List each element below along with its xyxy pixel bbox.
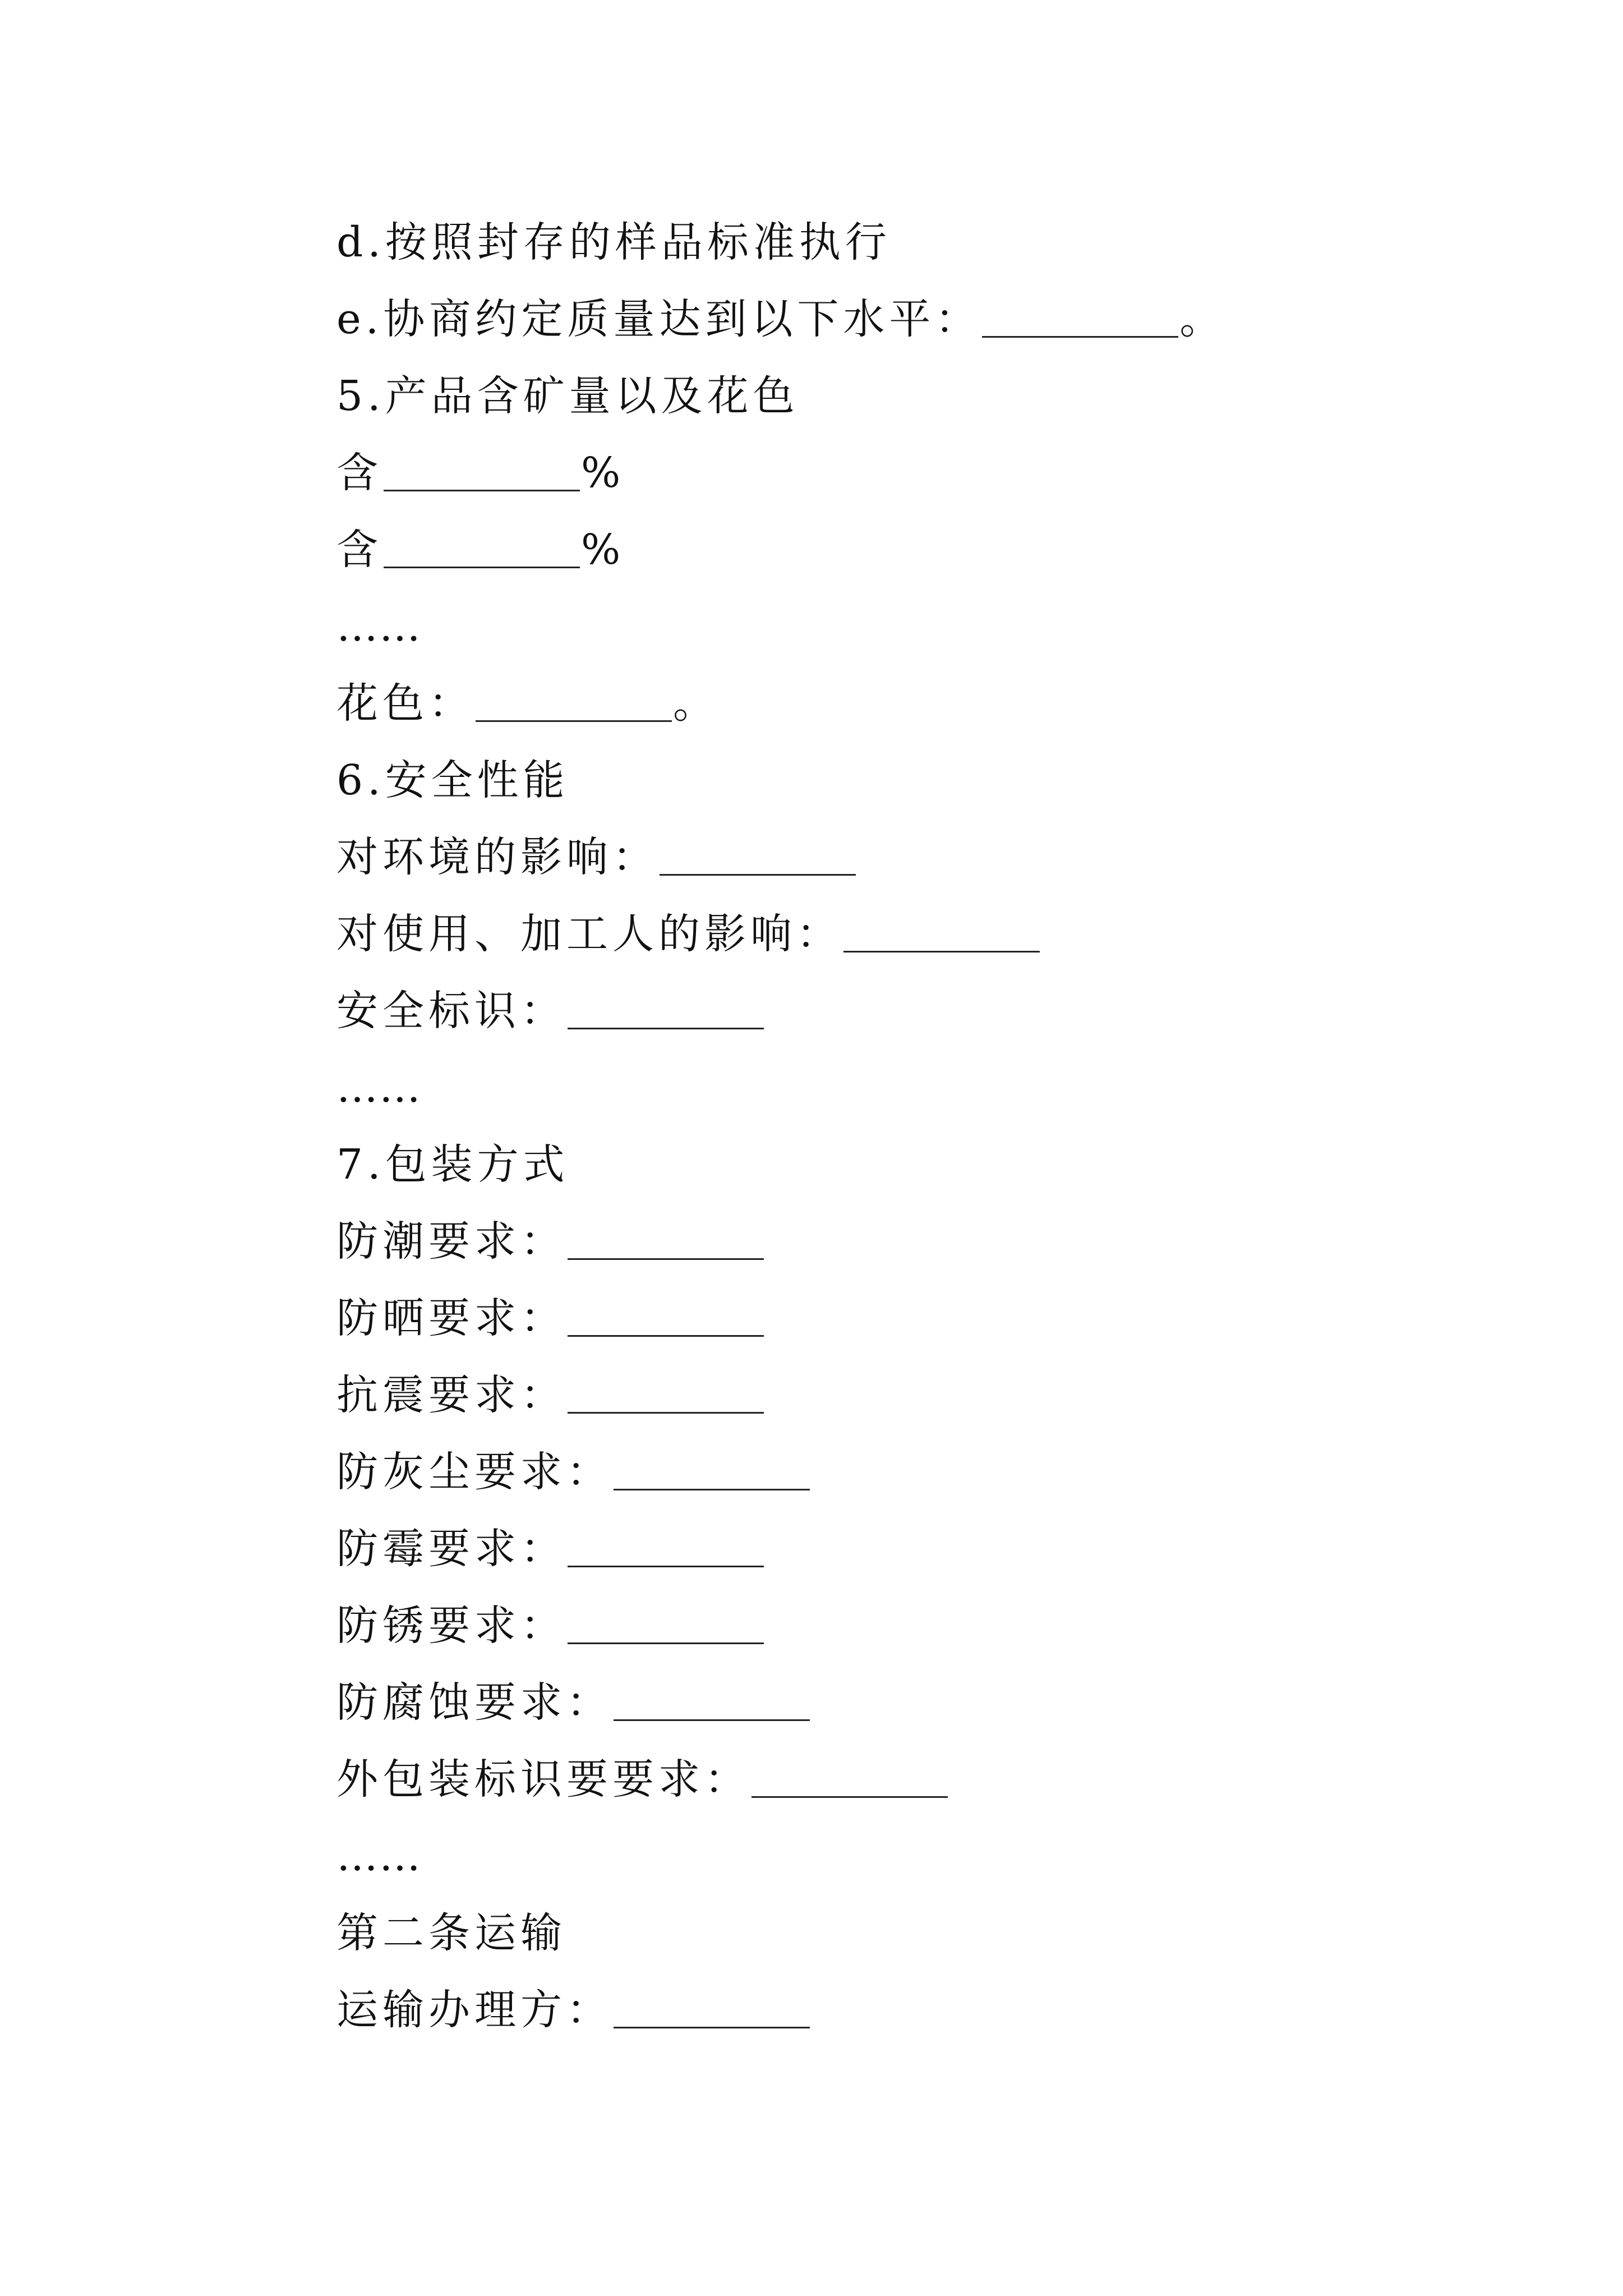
fill-in-blank[interactable] xyxy=(614,1981,810,2028)
line-suffix: % xyxy=(581,449,625,497)
line-text: 7.包装方式 xyxy=(336,1140,569,1189)
line-label: 抗震要求： xyxy=(336,1371,566,1419)
line-suffix: % xyxy=(581,526,625,574)
line-label: e.协商约定质量达到以下水平： xyxy=(336,295,981,343)
line-suffix: 。 xyxy=(1179,295,1226,343)
line-label: 运输办理方： xyxy=(336,1986,612,2034)
line-label: 含 xyxy=(336,449,382,497)
fill-in-line xyxy=(336,828,1458,905)
line-label: 防腐蚀要求： xyxy=(336,1678,612,1727)
fill-in-blank[interactable] xyxy=(843,905,1040,953)
section-heading xyxy=(336,367,1458,444)
fill-in-blank[interactable] xyxy=(568,1289,764,1337)
ellipsis: …… xyxy=(336,602,422,651)
line-label: 防晒要求： xyxy=(336,1294,566,1342)
text-line xyxy=(336,213,1458,290)
line-label: 安全标识： xyxy=(336,987,566,1035)
line-text: 5.产品含矿量以及花色 xyxy=(336,372,799,420)
line-label: 防灰尘要求： xyxy=(336,1448,612,1496)
line-label: 防潮要求： xyxy=(336,1217,566,1266)
line-text: 6.安全性能 xyxy=(336,756,569,804)
fill-in-line xyxy=(336,444,1458,521)
ellipsis: …… xyxy=(336,1832,422,1880)
section-heading xyxy=(336,1135,1458,1212)
section-heading xyxy=(336,1904,1458,1981)
line-label: 防锈要求： xyxy=(336,1602,566,1650)
fill-in-line xyxy=(336,1596,1458,1673)
fill-in-line xyxy=(336,1673,1458,1750)
ellipsis-line xyxy=(336,597,1458,674)
ellipsis-line xyxy=(336,1827,1458,1904)
fill-in-line xyxy=(336,1750,1458,1827)
line-suffix: 。 xyxy=(673,679,719,728)
line-text: d.按照封存的样品标准执行 xyxy=(336,218,891,266)
fill-in-line xyxy=(336,1212,1458,1289)
fill-in-line xyxy=(336,905,1458,982)
fill-in-blank[interactable] xyxy=(614,1673,810,1721)
line-label: 对使用、加工人的影响： xyxy=(336,910,842,958)
line-text: 第二条运输 xyxy=(336,1909,566,1957)
line-label: 花色： xyxy=(336,679,474,728)
fill-in-blank[interactable] xyxy=(982,290,1178,338)
fill-in-line xyxy=(336,290,1458,367)
fill-in-line xyxy=(336,1443,1458,1520)
fill-in-line xyxy=(336,1981,1458,2058)
fill-in-blank[interactable] xyxy=(614,1443,810,1490)
section-heading xyxy=(336,751,1458,828)
line-label: 对环境的影响： xyxy=(336,833,658,881)
fill-in-blank[interactable] xyxy=(384,444,580,491)
document-body xyxy=(336,213,1458,2058)
fill-in-line xyxy=(336,1520,1458,1596)
line-label: 外包装标识要要求： xyxy=(336,1755,750,1803)
ellipsis: …… xyxy=(336,1064,422,1112)
fill-in-blank[interactable] xyxy=(568,1366,764,1414)
fill-in-line xyxy=(336,982,1458,1059)
fill-in-blank[interactable] xyxy=(384,521,580,568)
fill-in-blank[interactable] xyxy=(568,982,764,1029)
fill-in-line xyxy=(336,1366,1458,1443)
fill-in-line xyxy=(336,521,1458,597)
fill-in-line xyxy=(336,674,1458,751)
ellipsis-line xyxy=(336,1059,1458,1135)
fill-in-blank[interactable] xyxy=(568,1520,764,1567)
fill-in-blank[interactable] xyxy=(568,1596,764,1644)
fill-in-blank[interactable] xyxy=(751,1750,948,1798)
fill-in-blank[interactable] xyxy=(568,1212,764,1260)
fill-in-line xyxy=(336,1289,1458,1366)
fill-in-blank[interactable] xyxy=(476,674,672,722)
line-label: 含 xyxy=(336,526,382,574)
fill-in-blank[interactable] xyxy=(660,828,856,876)
line-label: 防霉要求： xyxy=(336,1525,566,1573)
